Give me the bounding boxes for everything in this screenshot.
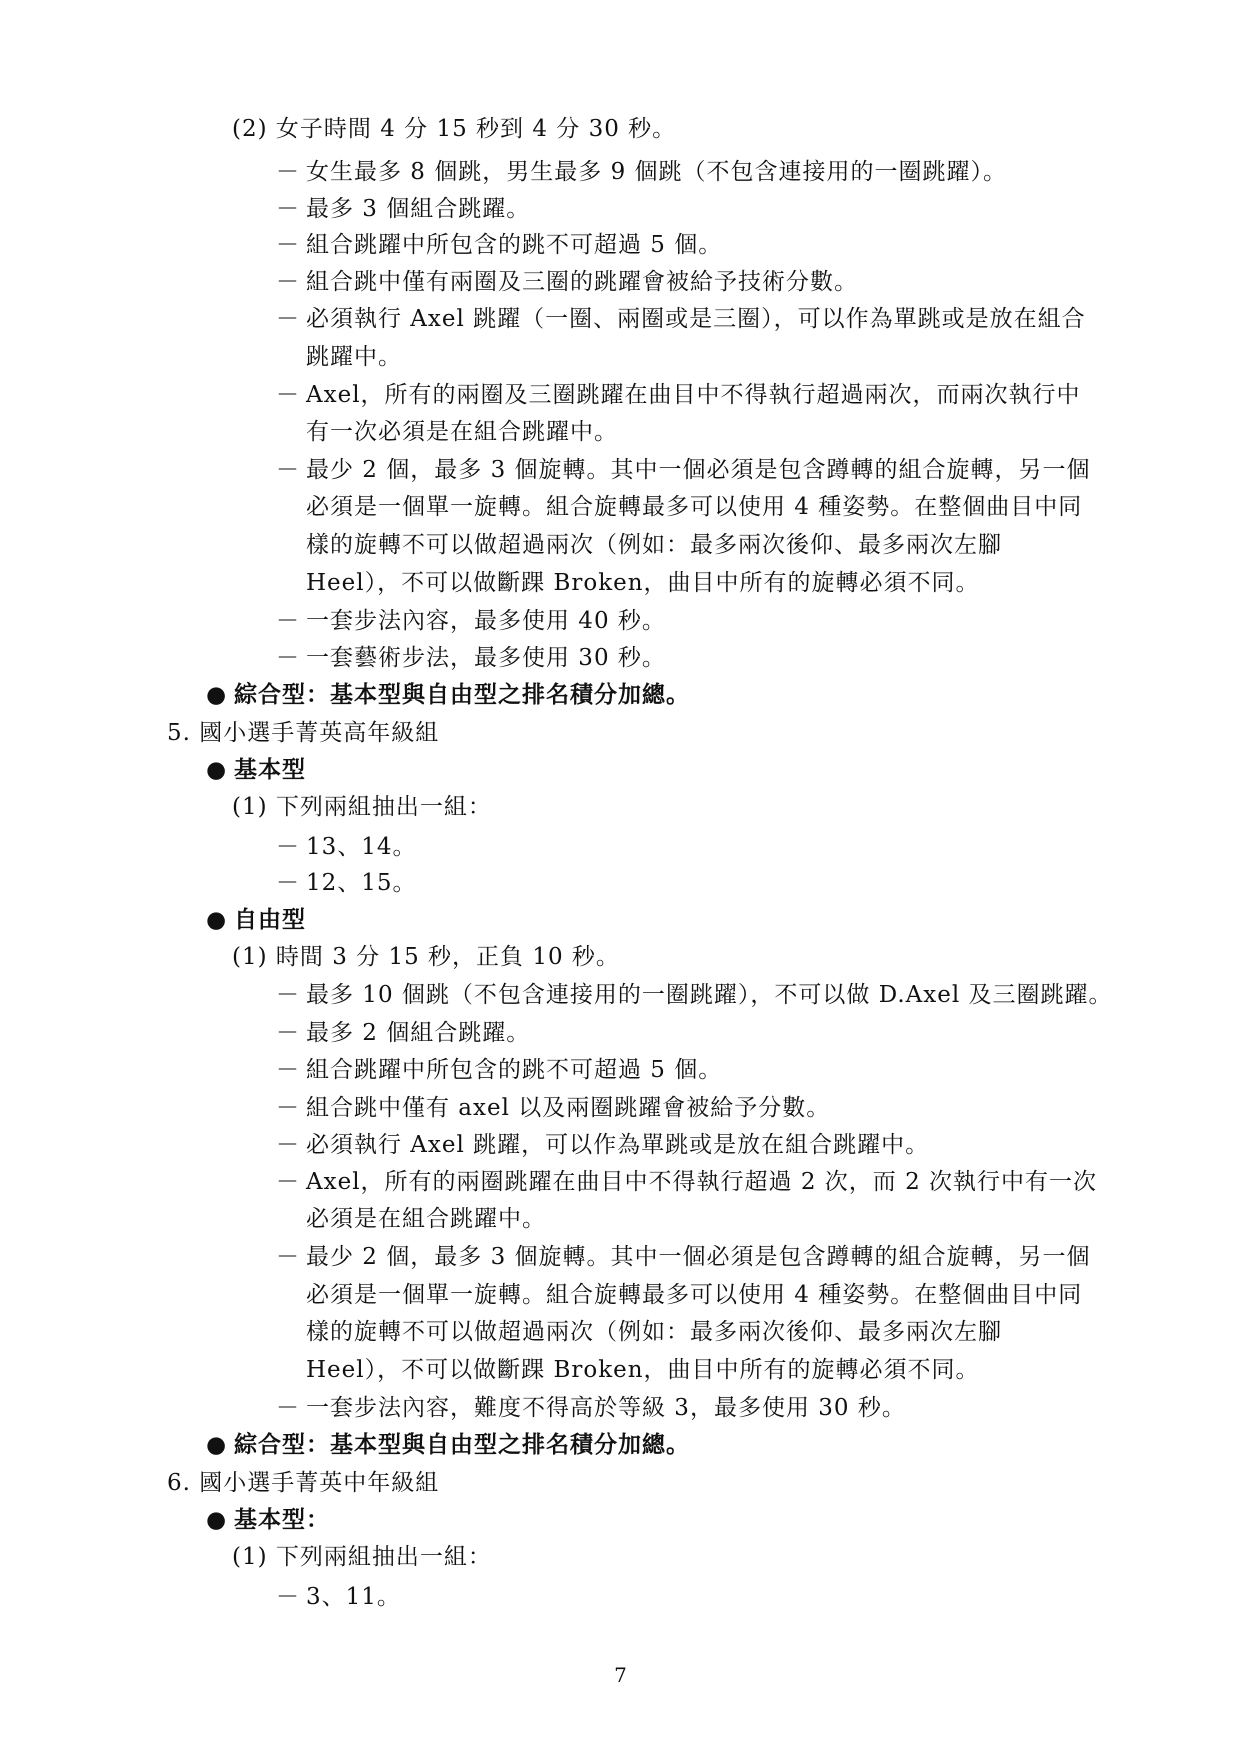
section-5-title: 5. 國小選手菁英高年級組: [167, 720, 440, 746]
combined-heading: ● 綜合型：基本型與自由型之排名積分加總。: [206, 1431, 690, 1458]
dash-icon: －: [276, 457, 300, 483]
dash-icon: －: [276, 196, 300, 222]
list-item: － Axel，所有的兩圈及三圈跳躍在曲目中不得執行超過兩次，而兩次執行中: [276, 382, 1081, 408]
list-item: － 一套步法內容，最多使用 40 秒。: [276, 608, 666, 634]
dash-icon: －: [276, 645, 300, 671]
bullet-icon: ●: [206, 1431, 228, 1458]
basic-heading: ● 基本型：: [206, 1506, 330, 1533]
dash-icon: －: [276, 382, 300, 408]
basic-heading: ● 基本型: [206, 756, 306, 783]
dash-icon: －: [276, 870, 300, 896]
list-item: － 必須執行 Axel 跳躍（一圈、兩圈或是三圈），可以作為單跳或是放在組合: [276, 306, 1086, 332]
list-item: － 一套步法內容，難度不得高於等級 3，最多使用 30 秒。: [276, 1395, 906, 1421]
list-item: － 最少 2 個，最多 3 個旋轉。其中一個必須是包含蹲轉的組合旋轉，另一個: [276, 1244, 1091, 1270]
dash-icon: －: [276, 1020, 300, 1046]
list-item: － 組合跳中僅有 axel 以及兩圈跳躍會被給予分數。: [276, 1095, 831, 1121]
list-item: － 女生最多 8 個跳，男生最多 9 個跳（不包含連接用的一圈跳躍）。: [276, 159, 1008, 185]
basic-item: (1) 下列兩組抽出一組：: [232, 794, 492, 820]
section-6-title: 6. 國小選手菁英中年級組: [167, 1470, 440, 1496]
list-item-continuation: Heel），不可以做斷踝 Broken，曲目中所有的旋轉必須不同。: [306, 570, 980, 596]
bullet-icon: ●: [206, 681, 228, 708]
list-item-continuation: 樣的旋轉不可以做超過兩次（例如：最多兩次後仰、最多兩次左腳: [306, 532, 1002, 558]
list-item: － 一套藝術步法，最多使用 30 秒。: [276, 645, 666, 671]
list-item: － 13、14。: [276, 834, 417, 860]
list-item-continuation: 必須是在組合跳躍中。: [306, 1206, 546, 1232]
dash-icon: －: [276, 306, 300, 332]
dash-icon: －: [276, 159, 300, 185]
bullet-icon: ●: [206, 1506, 228, 1533]
list-item: － 組合跳躍中所包含的跳不可超過 5 個。: [276, 1057, 723, 1083]
list-item-continuation: Heel），不可以做斷踝 Broken，曲目中所有的旋轉必須不同。: [306, 1357, 980, 1383]
list-item: － 3、11。: [276, 1584, 401, 1610]
combined-heading: ● 綜合型：基本型與自由型之排名積分加總。: [206, 681, 690, 708]
list-item: － 最多 2 個組合跳躍。: [276, 1020, 531, 1046]
list-item-continuation: 必須是一個單一旋轉。組合旋轉最多可以使用 4 種姿勢。在整個曲目中同: [306, 1282, 1083, 1308]
women-time: (2) 女子時間 4 分 15 秒到 4 分 30 秒。: [232, 116, 677, 142]
list-item: － 最多 10 個跳（不包含連接用的一圈跳躍），不可以做 D.Axel 及三圈跳躍。: [276, 982, 1113, 1008]
list-item: － 12、15。: [276, 870, 417, 896]
list-item-continuation: 有一次必須是在組合跳躍中。: [306, 419, 618, 445]
bullet-icon: ●: [206, 906, 228, 933]
dash-icon: －: [276, 1132, 300, 1158]
free-time: (1) 時間 3 分 15 秒，正負 10 秒。: [232, 944, 620, 970]
dash-icon: －: [276, 1095, 300, 1121]
dash-icon: －: [276, 1057, 300, 1083]
dash-icon: －: [276, 1244, 300, 1270]
list-item-continuation: 樣的旋轉不可以做超過兩次（例如：最多兩次後仰、最多兩次左腳: [306, 1319, 1002, 1345]
dash-icon: －: [276, 1169, 300, 1195]
list-item: － 組合跳躍中所包含的跳不可超過 5 個。: [276, 232, 723, 258]
basic-item: (1) 下列兩組抽出一組：: [232, 1544, 492, 1570]
free-heading: ● 自由型: [206, 906, 306, 933]
bullet-icon: ●: [206, 756, 228, 783]
list-item: － 必須執行 Axel 跳躍，可以作為單跳或是放在組合跳躍中。: [276, 1132, 930, 1158]
dash-icon: －: [276, 1584, 300, 1610]
list-item: － 最少 2 個，最多 3 個旋轉。其中一個必須是包含蹲轉的組合旋轉，另一個: [276, 457, 1091, 483]
dash-icon: －: [276, 834, 300, 860]
list-item-continuation: 跳躍中。: [306, 344, 402, 370]
list-item: － Axel，所有的兩圈跳躍在曲目中不得執行超過 2 次，而 2 次執行中有一次: [276, 1169, 1098, 1195]
dash-icon: －: [276, 232, 300, 258]
list-item: － 組合跳中僅有兩圈及三圈的跳躍會被給予技術分數。: [276, 269, 858, 295]
page-number: 7: [614, 1663, 627, 1687]
dash-icon: －: [276, 608, 300, 634]
dash-icon: －: [276, 1395, 300, 1421]
list-item: － 最多 3 個組合跳躍。: [276, 196, 531, 222]
dash-icon: －: [276, 269, 300, 295]
dash-icon: －: [276, 982, 300, 1008]
list-item-continuation: 必須是一個單一旋轉。組合旋轉最多可以使用 4 種姿勢。在整個曲目中同: [306, 494, 1083, 520]
